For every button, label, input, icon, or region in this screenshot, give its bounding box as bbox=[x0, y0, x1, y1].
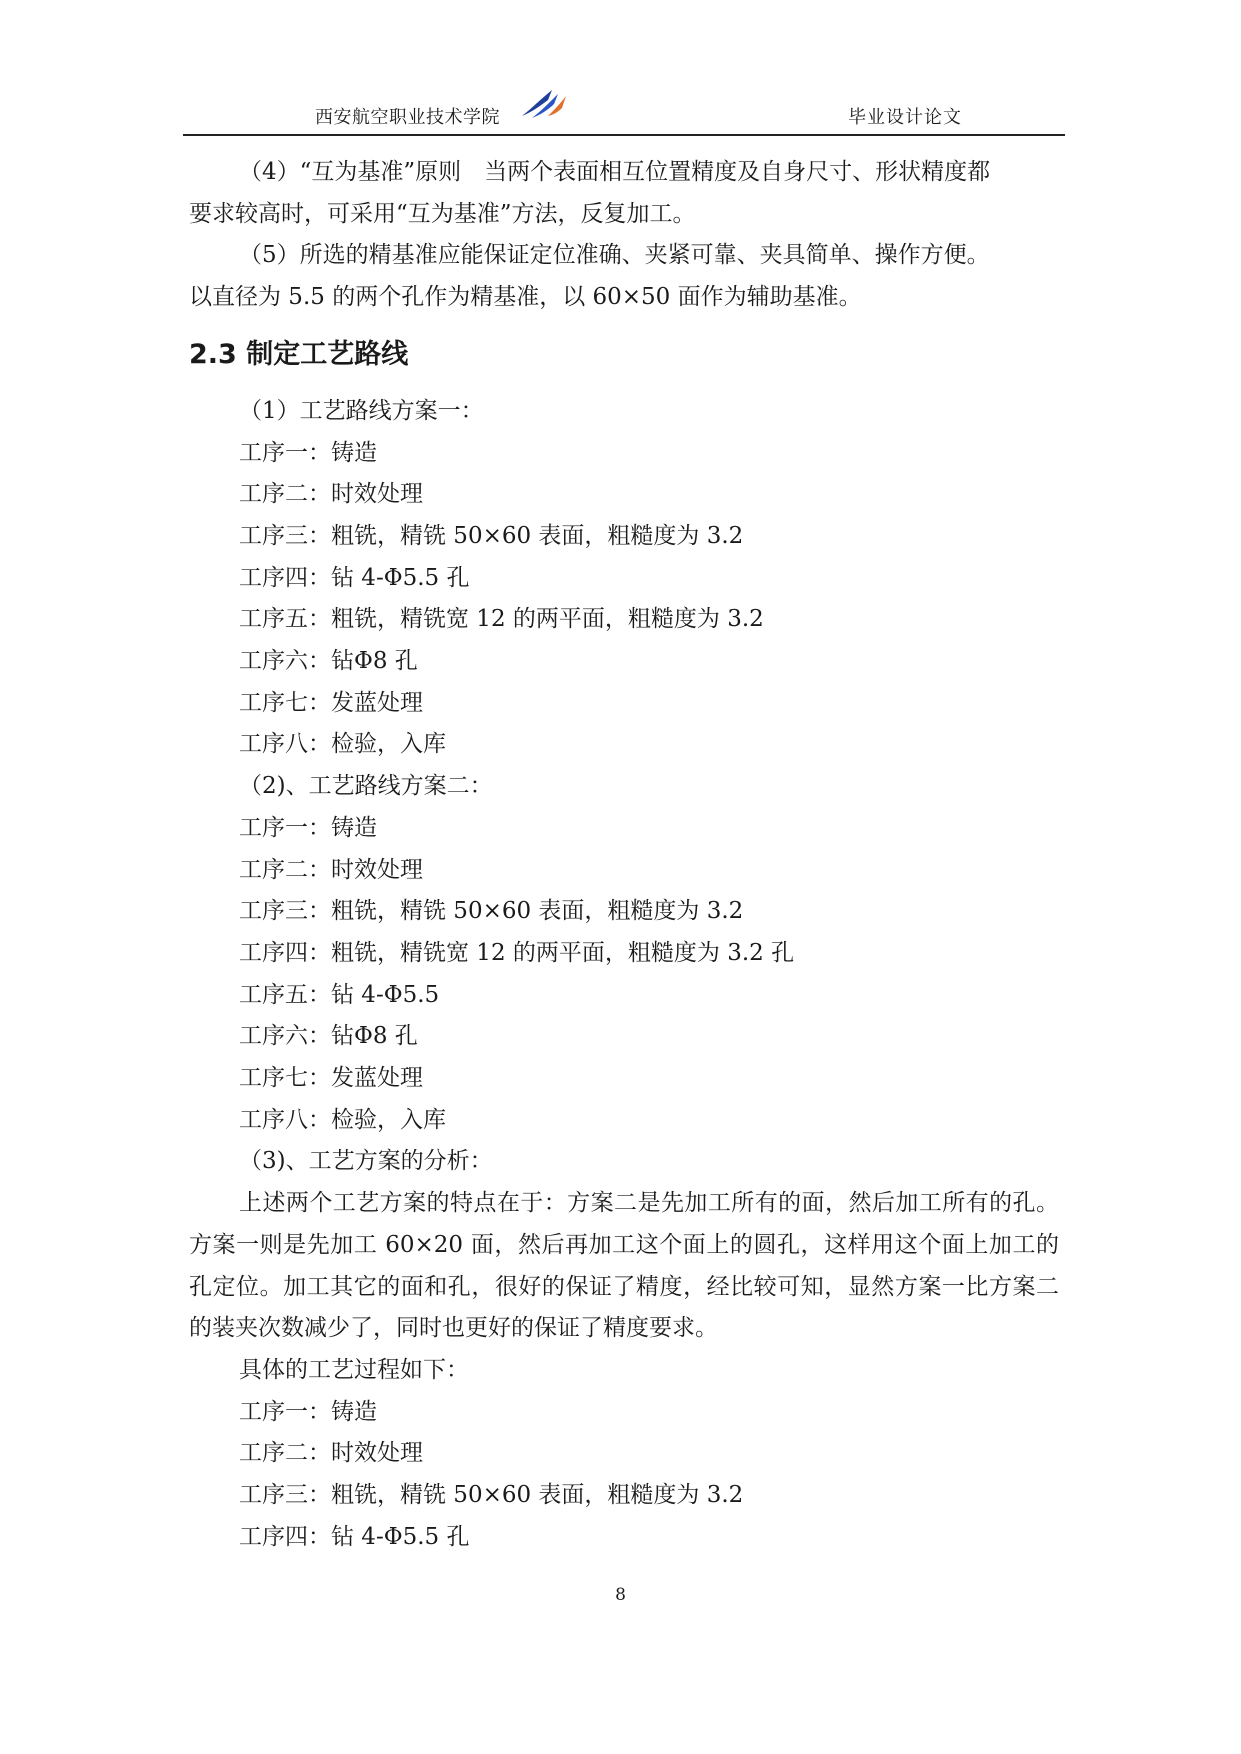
paragraph-line: （5）所选的精基准应能保证定位准确、夹紧可靠、夹具简单、操作方便。 bbox=[239, 242, 990, 269]
process-step: 工序三：粗铣，精铣 50×60 表面，粗糙度为 3.2 bbox=[239, 898, 744, 925]
process-step: 工序一：铸造 bbox=[239, 439, 377, 466]
process-step: 工序二：时效处理 bbox=[239, 1440, 423, 1467]
process-step: 工序七：发蓝处理 bbox=[239, 1065, 423, 1092]
process-step: 工序六：钻Φ8 孔 bbox=[239, 648, 418, 675]
process-step: 工序四：钻 4-Φ5.5 孔 bbox=[239, 1523, 470, 1550]
section-heading: 2.3 制定工艺路线 bbox=[189, 338, 409, 370]
paragraph-line: 要求较高时，可采用“互为基准”方法，反复加工。 bbox=[189, 200, 696, 227]
process-step: 工序三：粗铣，精铣 50×60 表面，粗糙度为 3.2 bbox=[239, 522, 744, 549]
plan-heading: （2)、工艺路线方案二： bbox=[239, 773, 493, 800]
header-school-name: 西安航空职业技术学院 bbox=[315, 107, 500, 128]
process-step: 工序二：时效处理 bbox=[239, 856, 423, 883]
process-step: 工序五：钻 4-Φ5.5 bbox=[239, 981, 440, 1008]
school-logo-icon bbox=[518, 86, 568, 122]
paragraph-line: 以直径为 5.5 的两个孔作为精基准，以 60×50 面作为辅助基准。 bbox=[189, 284, 862, 311]
document-body bbox=[189, 152, 1059, 1559]
process-step: 工序五：粗铣，精铣宽 12 的两平面，粗糙度为 3.2 bbox=[239, 606, 764, 633]
process-step: 工序四：钻 4-Φ5.5 孔 bbox=[239, 564, 470, 591]
paragraph-line: （4）“互为基准”原则 当两个表面相互位置精度及自身尺寸、形状精度都 bbox=[239, 159, 991, 185]
process-step: 工序二：时效处理 bbox=[239, 481, 423, 508]
process-step: 工序四：粗铣，精铣宽 12 的两平面，粗糙度为 3.2 孔 bbox=[239, 939, 795, 966]
analysis-heading: （3)、工艺方案的分析： bbox=[239, 1148, 493, 1175]
process-step: 工序一：铸造 bbox=[239, 814, 377, 841]
process-step: 工序三：粗铣，精铣 50×60 表面，粗糙度为 3.2 bbox=[239, 1482, 744, 1509]
process-step: 工序八：检验，入库 bbox=[239, 731, 446, 758]
process-step: 工序七：发蓝处理 bbox=[239, 689, 423, 716]
process-step: 工序一：铸造 bbox=[239, 1398, 377, 1425]
page-header bbox=[183, 86, 1065, 136]
process-heading: 具体的工艺过程如下： bbox=[239, 1356, 469, 1383]
header-thesis-label: 毕业设计论文 bbox=[848, 107, 962, 128]
process-step: 工序六：钻Φ8 孔 bbox=[239, 1023, 418, 1050]
plan-heading: （1）工艺路线方案一： bbox=[239, 397, 484, 424]
page-number: 8 bbox=[615, 1585, 626, 1605]
analysis-paragraph: 上述两个工艺方案的特点在于：方案二是先加工所有的面，然后加工所有的孔。方案一则是先加工 60×20 面，然后再加工这个面上的圆孔，这样用这个面上加工的孔定位。加工其它的面和孔，很好的保证了精度，经比较可知，显然方案一比方案二的装夹次数减少了，同时也更好的保证了精度要求。 bbox=[189, 1190, 1059, 1342]
process-step: 工序八：检验，入库 bbox=[239, 1106, 446, 1133]
